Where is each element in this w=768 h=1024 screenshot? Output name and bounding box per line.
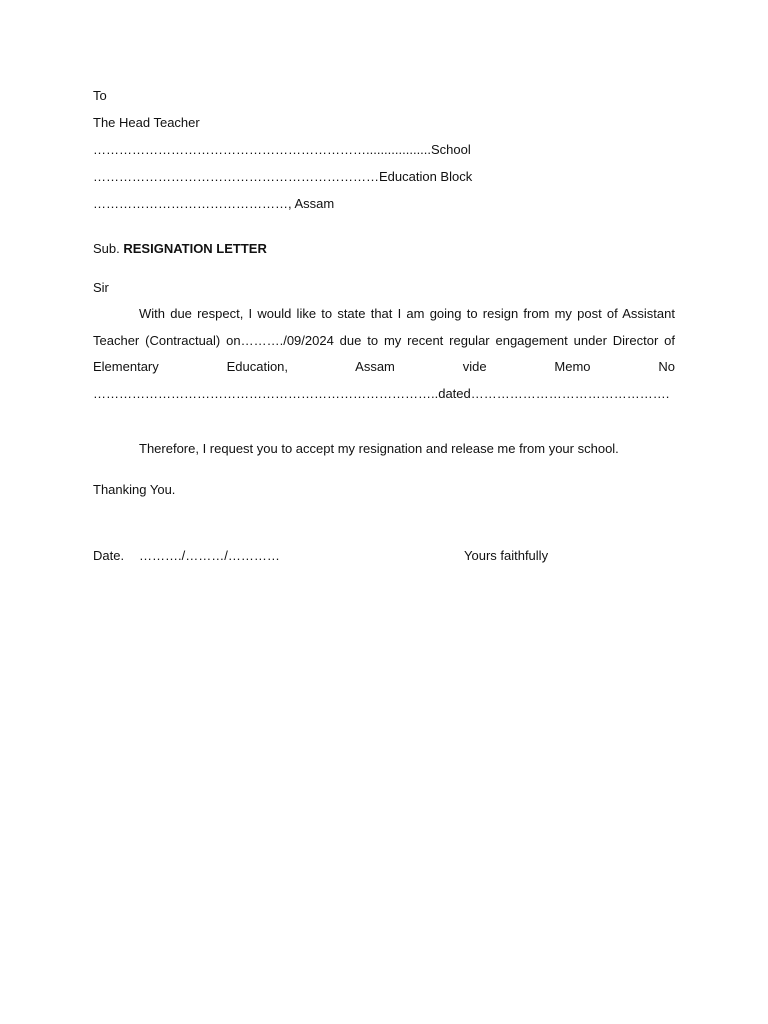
subject-text: RESIGNATION LETTER [123, 241, 267, 256]
salutation: Sir [93, 280, 109, 295]
education-block-line: …………………………………………………………Education Block [93, 169, 473, 184]
date-value: ………./………/………… [139, 548, 280, 563]
date-label: Date. [93, 548, 125, 563]
subject-prefix: Sub. [93, 241, 120, 256]
thanks-line: Thanking You. [93, 482, 176, 497]
address-to: To [93, 88, 107, 103]
school-line: ………………………………………………………..................School [93, 142, 471, 157]
district-line: ………………………………………, Assam [93, 196, 335, 211]
request-paragraph: Therefore, I request you to accept my resignation and release me from your school. [139, 441, 619, 456]
closing-line: Yours faithfully [464, 548, 549, 563]
recipient-title: The Head Teacher [93, 115, 200, 130]
body-paragraph: With due respect, I would like to state that I am going to resign from my post of Assistant Teacher (Contractual) on………./09/2024 due to my recent regular engagement under Director of Elementary Education, Assam vide Memo No ……………………………………………………………………..dated………………………………………. [93, 306, 675, 402]
subject-line [93, 241, 267, 257]
